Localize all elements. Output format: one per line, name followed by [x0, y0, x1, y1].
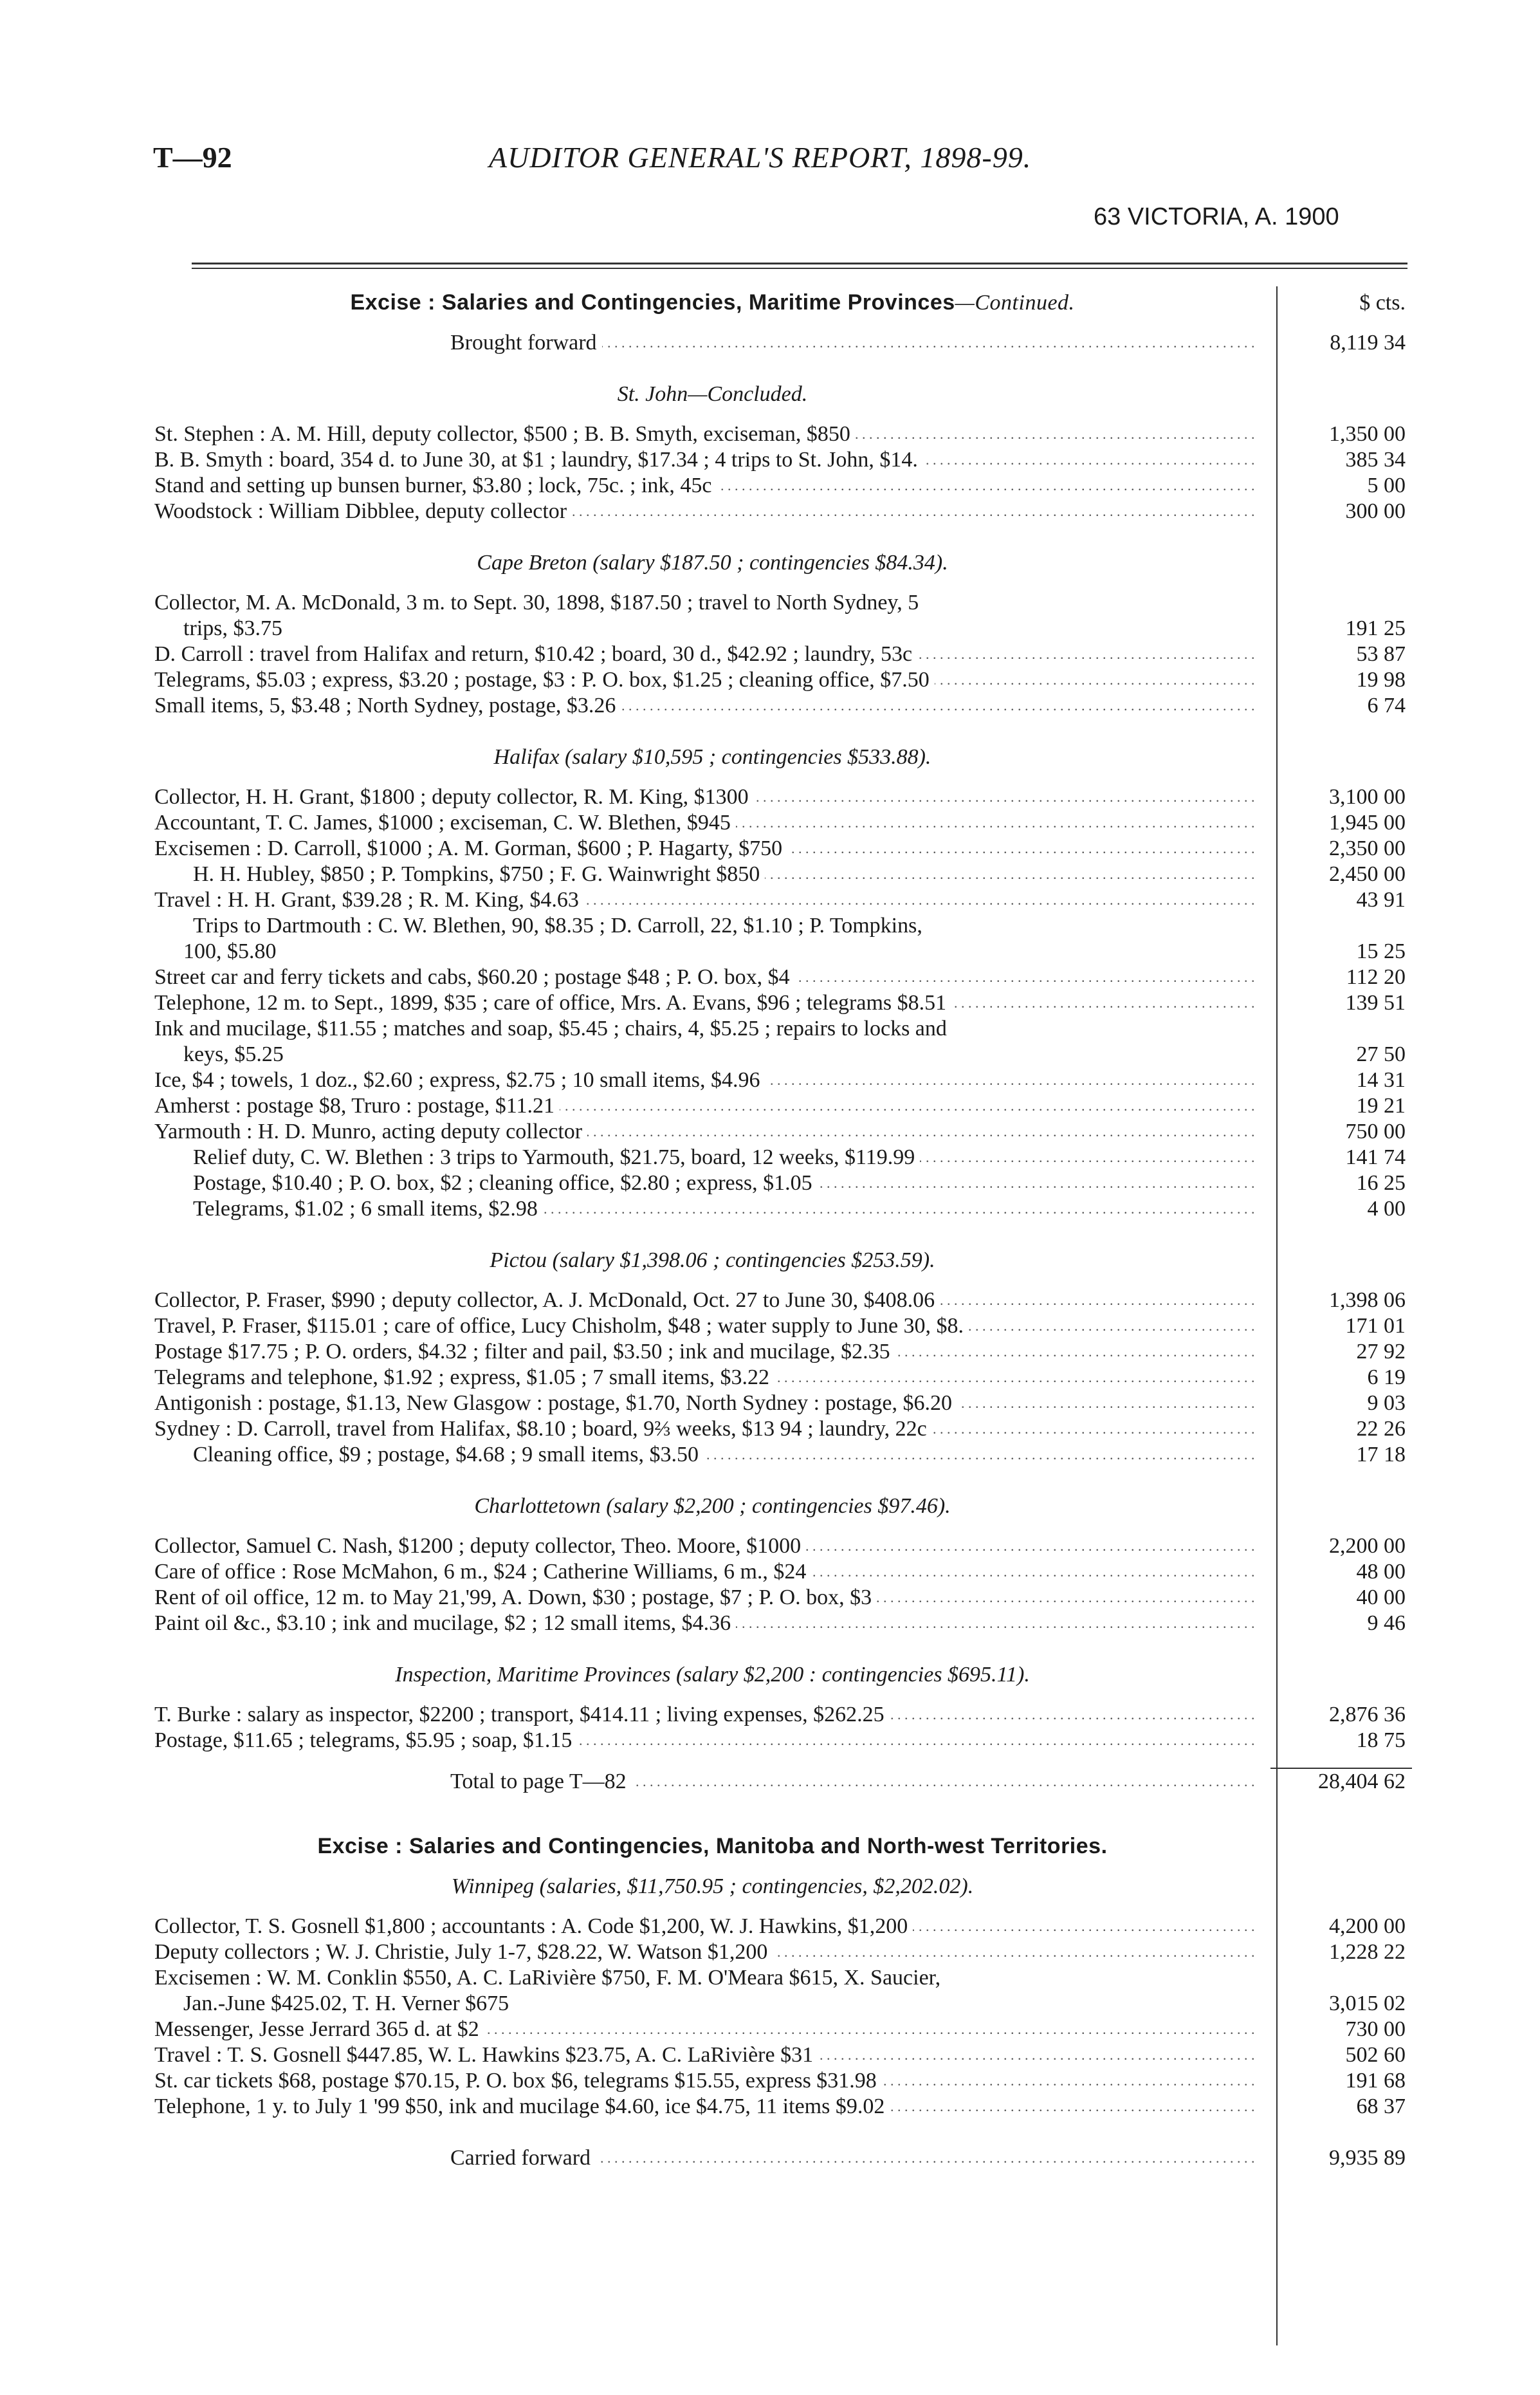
row-description: Ice, $4 ; towels, 1 doz., $2.60 ; express, $2.75 ; 10 small items, $4.96: [154, 1068, 765, 1092]
ledger-row: [154, 990, 1415, 1016]
total-row: Total to page T—82 . . . 28,404 62: [154, 1768, 1415, 1795]
row-amount: 750 00: [1345, 1120, 1406, 1143]
ledger-row: [154, 2042, 1415, 2068]
row-amount: 15 25: [1356, 939, 1406, 963]
row-description: Small items, 5, $3.48 ; North Sydney, postage, $3.26: [154, 694, 621, 717]
row-amount: 18 75: [1356, 1728, 1406, 1752]
row-amount: 1,350 00: [1329, 422, 1406, 446]
ledger-row: [154, 1391, 1415, 1416]
row-description: T. Burke : salary as inspector, $2200 ; transport, $414.11 ; living expenses, $262.25: [154, 1703, 890, 1726]
row-description: Postage, $11.65 ; telegrams, $5.95 ; soap, $1.15: [154, 1728, 577, 1752]
row-amount: 16 25: [1356, 1171, 1406, 1195]
row-amount: 14 31: [1356, 1068, 1406, 1092]
row-description: H. H. Hubley, $850 ; P. Tompkins, $750 ; F. G. Wainwright $850: [154, 862, 765, 886]
subsection-heading: Cape Breton (salary $187.50 ; contingencies $84.34).: [477, 551, 948, 575]
subsection-heading: Halifax (salary $10,595 ; contingencies $533.88).: [493, 745, 931, 769]
row-description: Telegrams and telephone, $1.92 ; express, $1.05 ; 7 small items, $3.22: [154, 1365, 775, 1389]
ledger-row: [154, 1339, 1415, 1365]
ledger-row: [154, 447, 1415, 473]
ledger-row: [154, 1288, 1415, 1313]
row-description: Stand and setting up bunsen burner, $3.80 ; lock, 75c. ; ink, 45c: [154, 474, 717, 497]
row-description: Postage $17.75 ; P. O. orders, $4.32 ; filter and pail, $3.50 ; ink and mucilage, $2.35: [154, 1340, 895, 1364]
row-amount: 5 00: [1367, 474, 1406, 497]
row-amount: 1,228 22: [1329, 1940, 1406, 1964]
ledger-row: [154, 810, 1415, 836]
row-amount: 9 03: [1367, 1391, 1406, 1415]
pictou-rows: [154, 1288, 1415, 1468]
row-description: Collector, T. S. Gosnell $1,800 ; accountants : A. Code $1,200, W. J. Hawkins, $1,200: [154, 1914, 913, 1938]
halifax-rows: [154, 784, 1415, 913]
row-amount: 2,450 00: [1329, 862, 1406, 886]
carried-forward-amount: 9,935 89: [1329, 2146, 1406, 2170]
row-amount: 139 51: [1345, 991, 1406, 1015]
ledger-row: [154, 2068, 1415, 2094]
row-description: D. Carroll : travel from Halifax and return, $10.42 ; board, 30 d., $42.92 ; laundry, 53c: [154, 642, 917, 666]
ledger-row: [154, 1196, 1415, 1222]
cape-breton-rows: [154, 642, 1415, 719]
row-description: St. Stephen : A. M. Hill, deputy collector, $500 ; B. B. Smyth, exciseman, $850: [154, 422, 856, 446]
ledger-row: [154, 2094, 1415, 2120]
row-description: Yarmouth : H. D. Munro, acting deputy collector: [154, 1120, 587, 1143]
ledger-row: [154, 693, 1415, 719]
ledger-row: [154, 1170, 1415, 1196]
row-description: Collector, P. Fraser, $990 ; deputy collector, A. J. McDonald, Oct. 27 to June 30, $408.06: [154, 1288, 940, 1312]
row-amount: 40 00: [1356, 1586, 1406, 1609]
page-number: T—92: [153, 141, 232, 174]
ledger-row: [154, 473, 1415, 499]
charlottetown-rows: [154, 1533, 1415, 1636]
ledger-row: Collector, M. A. McDonald, 3 m. to Sept. 30, 1898, $187.50 ; travel to North Sydney, 5 trips, $3.75 191 25: [154, 590, 1415, 642]
row-description: Excisemen : D. Carroll, $1000 ; A. M. Gorman, $600 ; P. Hagarty, $750: [154, 837, 787, 860]
row-description: Travel, P. Fraser, $115.01 ; care of office, Lucy Chisholm, $48 ; water supply to June 30, $8.: [154, 1314, 969, 1338]
ledger-row: [154, 887, 1415, 913]
row-description: Amherst : postage $8, Truro : postage, $11.21: [154, 1094, 560, 1118]
row-description: Messenger, Jesse Jerrard 365 d. at $2: [154, 2017, 484, 2041]
row-amount: 19 98: [1356, 668, 1406, 692]
ledger-row: [154, 2017, 1415, 2042]
ledger-row: [154, 1442, 1415, 1468]
ledger-row: Trips to Dartmouth : C. W. Blethen, 90, $8.35 ; D. Carroll, 22, $1.10 ; P. Tompkins, 100, $5.80 15 25: [154, 913, 1415, 965]
subsection-heading: Charlottetown (salary $2,200 ; contingencies $97.46).: [474, 1494, 951, 1518]
row-amount: 6 74: [1367, 694, 1406, 717]
amount-column-header: $ cts.: [1359, 290, 1406, 315]
ledger-row: [154, 421, 1415, 447]
row-description: Care of office : Rose McMahon, 6 m., $24 ; Catherine Williams, 6 m., $24: [154, 1560, 811, 1584]
ledger-row: [154, 1068, 1415, 1093]
ledger-row: [154, 1365, 1415, 1391]
row-amount: 6 19: [1367, 1365, 1406, 1389]
row-amount: 191 25: [1345, 616, 1406, 640]
row-description: Deputy collectors ; W. J. Christie, July 1-7, $28.22, W. Watson $1,200: [154, 1940, 773, 1964]
ledger-row: [154, 1313, 1415, 1339]
row-description: Sydney : D. Carroll, travel from Halifax, $8.10 ; board, 9⅔ weeks, $13 94 ; laundry, 22c: [154, 1417, 932, 1441]
row-description: Collector, H. H. Grant, $1800 ; deputy collector, R. M. King, $1300: [154, 785, 754, 809]
row-amount: 385 34: [1345, 448, 1406, 472]
subsection-heading: Pictou (salary $1,398.06 ; contingencies $253.59).: [490, 1248, 935, 1272]
ledger-row: [154, 1702, 1415, 1728]
section-title: Excise : Salaries and Contingencies, Manitoba and North-west Territories.: [317, 1834, 1108, 1858]
ledger-row: [154, 499, 1415, 524]
row-description: Telegrams, $1.02 ; 6 small items, $2.98: [154, 1197, 543, 1221]
row-amount: 27 92: [1356, 1340, 1406, 1364]
ledger-row: [154, 1914, 1415, 1939]
row-amount: 112 20: [1346, 965, 1406, 989]
row-amount: 3,100 00: [1329, 785, 1406, 809]
row-amount: 300 00: [1345, 499, 1406, 523]
st-john-rows: [154, 421, 1415, 524]
header-rule-thin: [192, 268, 1407, 269]
row-amount: 2,200 00: [1329, 1534, 1406, 1558]
row-description: Telegrams, $5.03 ; express, $3.20 ; postage, $3 : P. O. box, $1.25 ; cleaning office, $7.50: [154, 668, 935, 692]
row-description: Cleaning office, $9 ; postage, $4.68 ; 9 small items, $3.50: [154, 1443, 704, 1466]
ledger-row: [154, 836, 1415, 862]
row-amount: 22 26: [1356, 1417, 1406, 1441]
ledger-row: [154, 1093, 1415, 1119]
row-amount: 191 68: [1345, 2069, 1406, 2093]
row-amount: 171 01: [1345, 1314, 1406, 1338]
winnipeg-rows: [154, 1914, 1415, 1965]
row-amount: 27 50: [1356, 1042, 1406, 1066]
ledger-row: Excisemen : W. M. Conklin $550, A. C. LaRivière $750, F. M. O'Meara $615, X. Saucier, Jan.-June $425.02, T. H. Verner $675 3,015 02: [154, 1965, 1415, 2017]
row-amount: 1,945 00: [1329, 811, 1406, 835]
row-amount: 48 00: [1356, 1560, 1406, 1584]
ledger-row: [154, 1559, 1415, 1585]
row-amount: 2,876 36: [1329, 1703, 1406, 1726]
row-description: Telephone, 12 m. to Sept., 1899, $35 ; care of office, Mrs. A. Evans, $96 ; telegrams $8.51: [154, 991, 951, 1015]
row-description: Rent of oil office, 12 m. to May 21,'99, A. Down, $30 ; postage, $7 ; P. O. box, $3: [154, 1586, 877, 1609]
row-amount: 17 18: [1356, 1443, 1406, 1466]
halifax-rows-2: [154, 965, 1415, 1016]
ledger-row: [154, 667, 1415, 693]
halifax-rows-3: [154, 1068, 1415, 1222]
row-description: Relief duty, C. W. Blethen : 3 trips to Yarmouth, $21.75, board, 12 weeks, $119.99: [154, 1145, 920, 1169]
ledger-row: Ink and mucilage, $11.55 ; matches and soap, $5.45 ; chairs, 4, $5.25 ; repairs to locks and keys, $5.25 27 50: [154, 1016, 1415, 1068]
row-description: Accountant, T. C. James, $1000 ; exciseman, C. W. Blethen, $945: [154, 811, 736, 835]
ledger-row: [154, 642, 1415, 667]
row-amount: 730 00: [1345, 2017, 1406, 2041]
row-description: Travel : T. S. Gosnell $447.85, W. L. Hawkins $23.75, A. C. LaRivière $31: [154, 2043, 818, 2067]
row-amount: 9 46: [1367, 1611, 1406, 1635]
ledger-row: [154, 965, 1415, 990]
ledger-row: [154, 784, 1415, 810]
subsection-heading: Winnipeg (salaries, $11,750.95 ; contingencies, $2,202.02).: [451, 1874, 974, 1898]
row-amount: 19 21: [1356, 1094, 1406, 1118]
row-description: B. B. Smyth : board, 354 d. to June 30, at $1 ; laundry, $17.34 ; 4 trips to St. John, $14.: [154, 448, 923, 472]
ledger-content: [154, 290, 1415, 2171]
row-amount: 141 74: [1345, 1145, 1406, 1169]
row-description: Paint oil &c., $3.10 ; ink and mucilage, $2 ; 12 small items, $4.36: [154, 1611, 736, 1635]
ledger-row: [154, 1145, 1415, 1170]
row-amount: 4 00: [1367, 1197, 1406, 1221]
session-label: 63 VICTORIA, A. 1900: [1094, 203, 1339, 230]
row-description: Postage, $10.40 ; P. O. box, $2 ; cleaning office, $2.80 ; express, $1.05: [154, 1171, 818, 1195]
row-amount: 4,200 00: [1329, 1914, 1406, 1938]
row-description: Travel : H. H. Grant, $39.28 ; R. M. King, $4.63: [154, 888, 584, 912]
ledger-row: [154, 1939, 1415, 1965]
subsection-heading: Inspection, Maritime Provinces (salary $2,200 : contingencies $695.11).: [395, 1663, 1030, 1687]
ledger-row: [154, 1585, 1415, 1611]
row-description: Antigonish : postage, $1.13, New Glasgow : postage, $1.70, North Sydney : postage, $6.20: [154, 1391, 957, 1415]
row-amount: 502 60: [1345, 2043, 1406, 2067]
report-title: AUDITOR GENERAL'S REPORT, 1898-99.: [489, 141, 1032, 174]
ledger-row: [154, 1119, 1415, 1145]
row-amount: 1,398 06: [1329, 1288, 1406, 1312]
subsection-heading: St. John—Concluded.: [617, 382, 808, 406]
ledger-row: [154, 862, 1415, 887]
ledger-row: [154, 1728, 1415, 1753]
ledger-row: [154, 1611, 1415, 1636]
section-title: Excise : Salaries and Contingencies, Maritime Provinces—Continued.: [350, 290, 1075, 315]
row-description: Telephone, 1 y. to July 1 '99 $50, ink and mucilage $4.60, ice $4.75, 11 items $9.02: [154, 2094, 890, 2118]
row-amount: 68 37: [1356, 2094, 1406, 2118]
row-amount: 53 87: [1356, 642, 1406, 666]
header-rule: [192, 263, 1407, 264]
row-amount: 2,350 00: [1329, 837, 1406, 860]
row-description: Collector, Samuel C. Nash, $1200 ; deputy collector, Theo. Moore, $1000: [154, 1534, 806, 1558]
brought-forward-row: Brought forward . . . 8,119 34: [154, 330, 1415, 356]
row-description: St. car tickets $68, postage $70.15, P. O. box $6, telegrams $15.55, express $31.98: [154, 2069, 882, 2093]
carried-forward-row: Carried forward . . . 9,935 89: [154, 2145, 1415, 2171]
ledger-row: [154, 1416, 1415, 1442]
ledger-row: [154, 1533, 1415, 1559]
row-description: Woodstock : William Dibblee, deputy collector: [154, 499, 572, 523]
winnipeg-rows-2: [154, 2017, 1415, 2120]
inspection-rows: [154, 1702, 1415, 1753]
brought-forward-amount: 8,119 34: [1330, 331, 1406, 355]
total-amount: 28,404 62: [1270, 1768, 1412, 1795]
row-amount: 3,015 02: [1329, 1992, 1406, 2015]
row-description: Street car and ferry tickets and cabs, $60.20 ; postage $48 ; P. O. box, $4: [154, 965, 795, 989]
row-amount: 43 91: [1356, 888, 1406, 912]
